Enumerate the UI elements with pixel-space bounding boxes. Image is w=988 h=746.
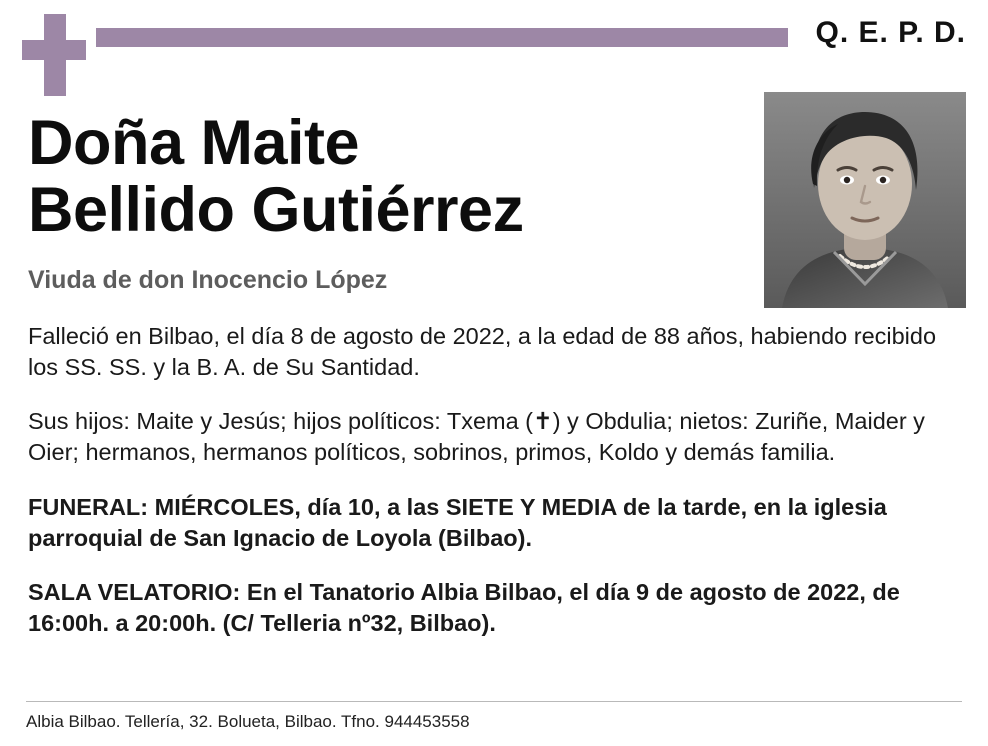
header-band <box>22 0 966 96</box>
deceased-name <box>28 110 748 244</box>
cross-horizontal-bar <box>22 40 86 60</box>
funeral-home-info: Albia Bilbao. Tellería, 32. Bolueta, Bilbao. Tfno. 944453558 <box>26 712 470 731</box>
cross-icon <box>22 14 86 96</box>
funeral-paragraph: FUNERAL: MIÉRCOLES, día 10, a las SIETE Y MEDIA de la tarde, en la iglesia parroquial de San Ignacio de Loyola (Bilbao). <box>28 493 887 551</box>
qepd-label: Q. E. P. D. <box>815 16 966 49</box>
footer-divider <box>26 701 962 702</box>
header-rule <box>96 28 788 47</box>
name-line-2: Bellido Gutiérrez <box>28 174 524 245</box>
survivors-paragraph: Sus hijos: Maite y Jesús; hijos políticos: Txema (✝) y Obdulia; nietos: Zuriñe, Maider y Oier; hermanos, hermanos políticos, sobrinos, primos, Koldo y demás familia. <box>28 408 925 466</box>
portrait-illustration <box>764 92 966 308</box>
name-line-1: Doña Maite <box>28 108 360 178</box>
obituary-body <box>28 321 960 640</box>
portrait-photo <box>764 92 966 308</box>
wake-room-paragraph: SALA VELATORIO: En el Tanatorio Albia Bilbao, el día 9 de agosto de 2022, de 16:00h. a 20:00h. (C/ Telleria nº32, Bilbao). <box>28 579 900 637</box>
relation-line: Viuda de don Inocencio López <box>28 265 388 294</box>
death-details-paragraph: Falleció en Bilbao, el día 8 de agosto de 2022, a la edad de 88 años, habiendo recibido los SS. SS. y la B. A. de Su Santidad. <box>28 322 937 380</box>
